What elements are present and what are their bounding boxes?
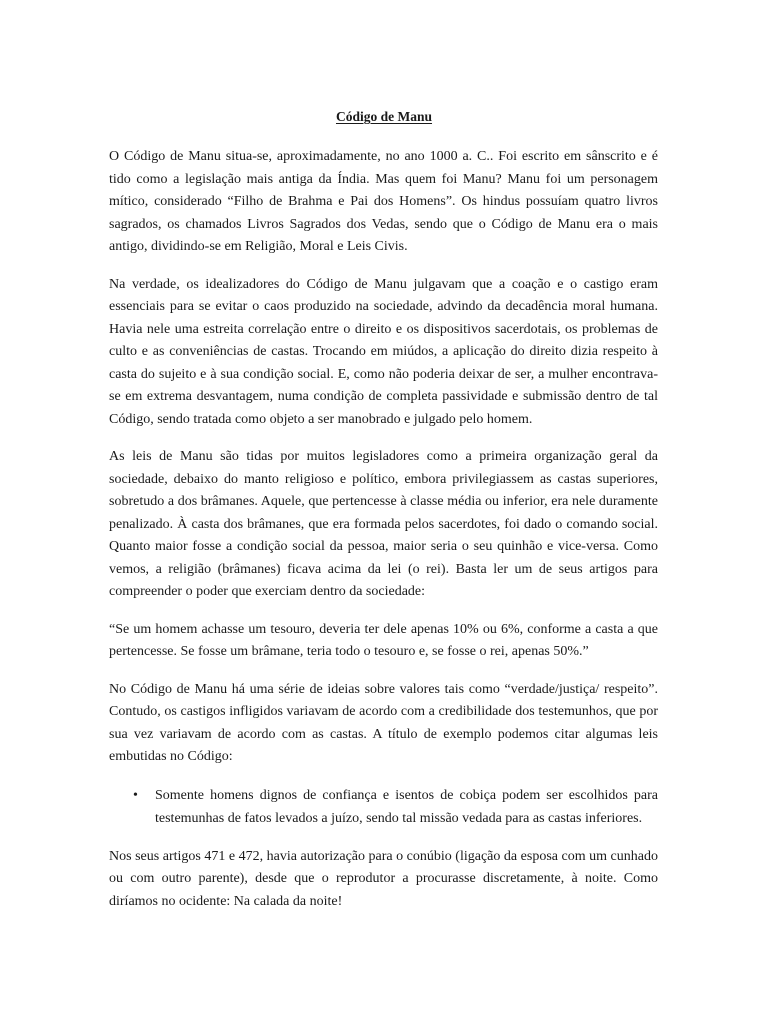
paragraph-laws: As leis de Manu são tidas por muitos legisladores como a primeira organização geral da sociedade, debaixo do manto religioso e político, embora privilegiassem as castas superiores, sobretudo a dos brâmanes. Aquele, que pertencesse à classe média ou inferior, era nele duramente penalizado. À casta dos brâmanes, que era formada pelos sacerdotes, foi dado o comando social. Quanto maior fosse a condição social da pessoa, maior seria o seu quinhão e vice-versa. Como vemos, a religião (brâmanes) ficava acima da lei (o rei). Basta ler um de seus artigos para compreender o poder que exerciam dentro da sociedade: [109, 449, 658, 599]
bullet-list [109, 784, 658, 831]
paragraph-quote: “Se um homem achasse um tesouro, deveria ter dele apenas 10% ou 6%, conforme a casta a que pertencesse. Se fosse um brâmane, teria todo o tesouro e, se fosse o rei, apenas 50%.” [109, 621, 658, 659]
paragraph-closing: Nos seus artigos 471 e 472, havia autorização para o conúbio (ligação da esposa com um cunhado ou com outro parente), desde que o reprodutor a procurasse discretamente, à noite. Como diríamos no ocidente: Na calada da noite! [109, 848, 658, 909]
list-item [109, 784, 658, 831]
document-title [0, 107, 768, 127]
document-body [109, 146, 658, 928]
paragraph-values: No Código de Manu há uma série de ideias sobre valores tais como “verdade/justiça/ respeito”. Contudo, os castigos infligidos variavam de acordo com a credibilidade dos testemunhos, que por sua vez variavam de acordo com as castas. A título de exemplo podemos citar algumas leis embutidas no Código: [109, 681, 658, 764]
bullet-icon: • [133, 787, 138, 803]
document-title-text: Código de Manu [335, 109, 433, 124]
paragraph-intro: O Código de Manu situa-se, aproximadamente, no ano 1000 a. C.. Foi escrito em sânscrito e é tido como a legislação mais antiga da Índia. Mas quem foi Manu? Manu foi um personagem mítico, considerado “Filho de Brahma e Pai dos Homens”. Os hindus possuíam quatro livros sagrados, os chamados Livros Sagrados dos Vedas, sendo que o Código de Manu era o mais antigo, dividindo-se em Religião, Moral e Leis Civis. [109, 149, 658, 254]
list-item-text: Somente homens dignos de confiança e isentos de cobiça podem ser escolhidos para testemunhas de fatos levados a juízo, sendo tal missão vedada para as castas inferiores. [155, 787, 658, 826]
paragraph-coercion: Na verdade, os idealizadores do Código de Manu julgavam que a coação e o castigo eram essenciais para se evitar o caos produzido na sociedade, advindo da decadência moral humana. Havia nele uma estreita correlação entre o direito e os dispositivos sacerdotais, os problemas de culto e as conveniências de castas. Trocando em miúdos, a aplicação do direito dizia respeito à casta do sujeito e à sua condição social. E, como não poderia deixar de ser, a mulher encontrava-se em extrema desvantagem, numa condição de completa passividade e submissão dentro de tal Código, sendo tratada como objeto a ser manobrado e julgado pelo homem. [109, 276, 658, 427]
